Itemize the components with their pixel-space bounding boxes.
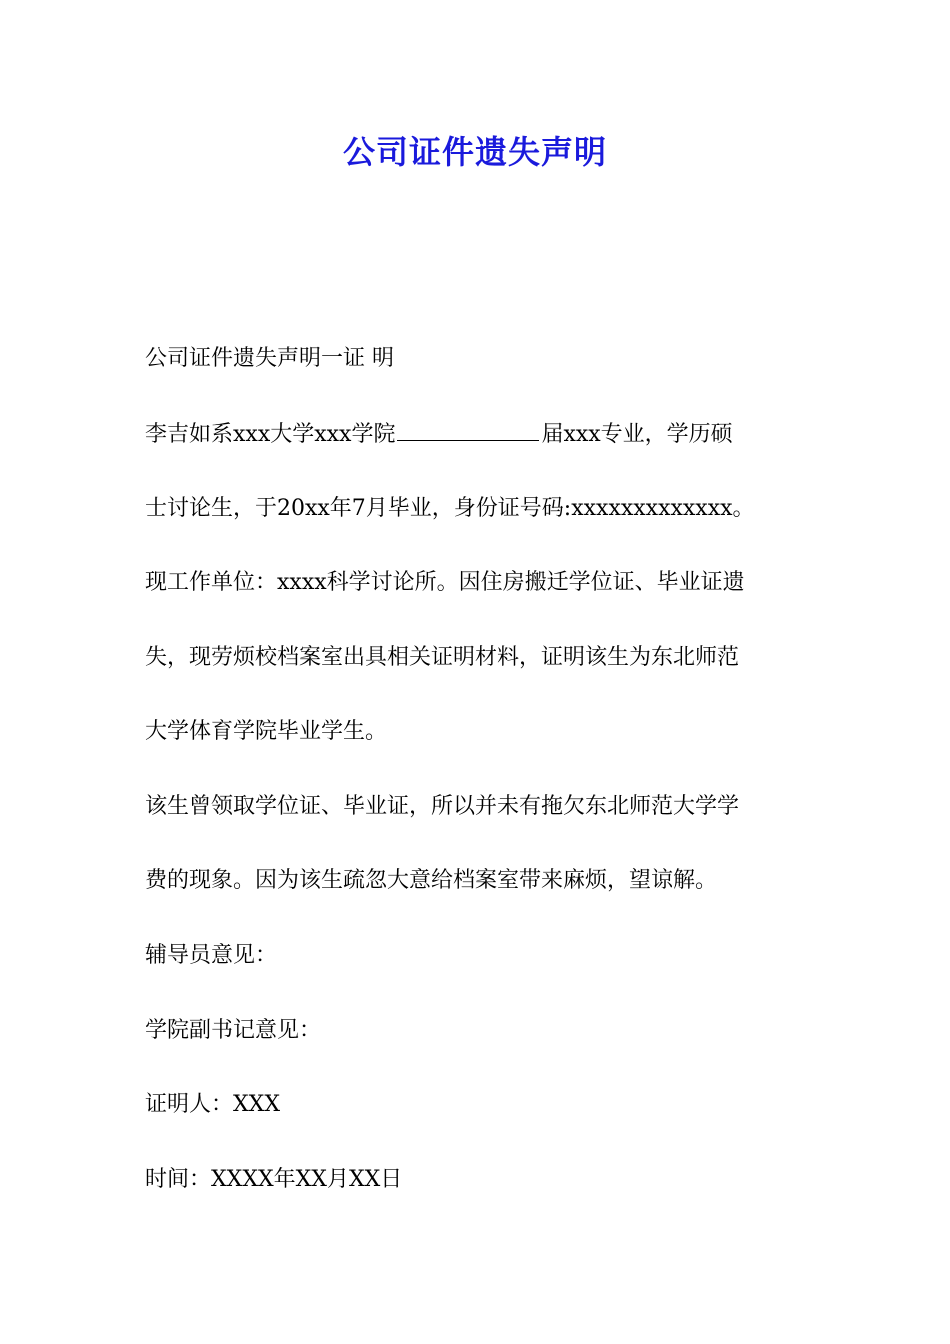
paragraph-line-7: 费的现象。因为该生疏忽大意给档案室带来麻烦，望谅解。 (145, 868, 718, 893)
deputy-secretary-opinion-label: 学院副书记意见： (145, 1018, 322, 1043)
paragraph-line-4: 失，现劳烦校档案室出具相关证明材料，证明该生为东北师范 (145, 645, 740, 670)
paragraph-line-5: 大学体育学院毕业学生。 (145, 719, 388, 744)
paragraph-line-2: 士讨论生，于20xx年7月毕业，身份证号码:xxxxxxxxxxxxx。 (145, 496, 755, 521)
paragraph-line-6: 该生曾领取学位证、毕业证，所以并未有拖欠东北师范大学学 (145, 794, 740, 819)
paragraph-line-1 (145, 420, 815, 450)
counselor-opinion-label: 辅导员意见： (145, 943, 278, 968)
document-title: 公司证件遗失声明 (342, 133, 607, 171)
statement-heading: 公司证件遗失声明一证 明 (145, 346, 394, 371)
graduation-year-blank (397, 420, 539, 441)
line-1-start: 李吉如系xxx大学xxx学院 (145, 422, 396, 447)
line-1-end: 届xxx专业，学历硕 (541, 422, 733, 447)
paragraph-line-3: 现工作单位：xxxx科学讨论所。因住房搬迁学位证、毕业证遗 (145, 570, 745, 595)
date-line: 时间：XXXX年XX月XX日 (145, 1167, 403, 1192)
certifier-line: 证明人：XXX (145, 1092, 280, 1117)
